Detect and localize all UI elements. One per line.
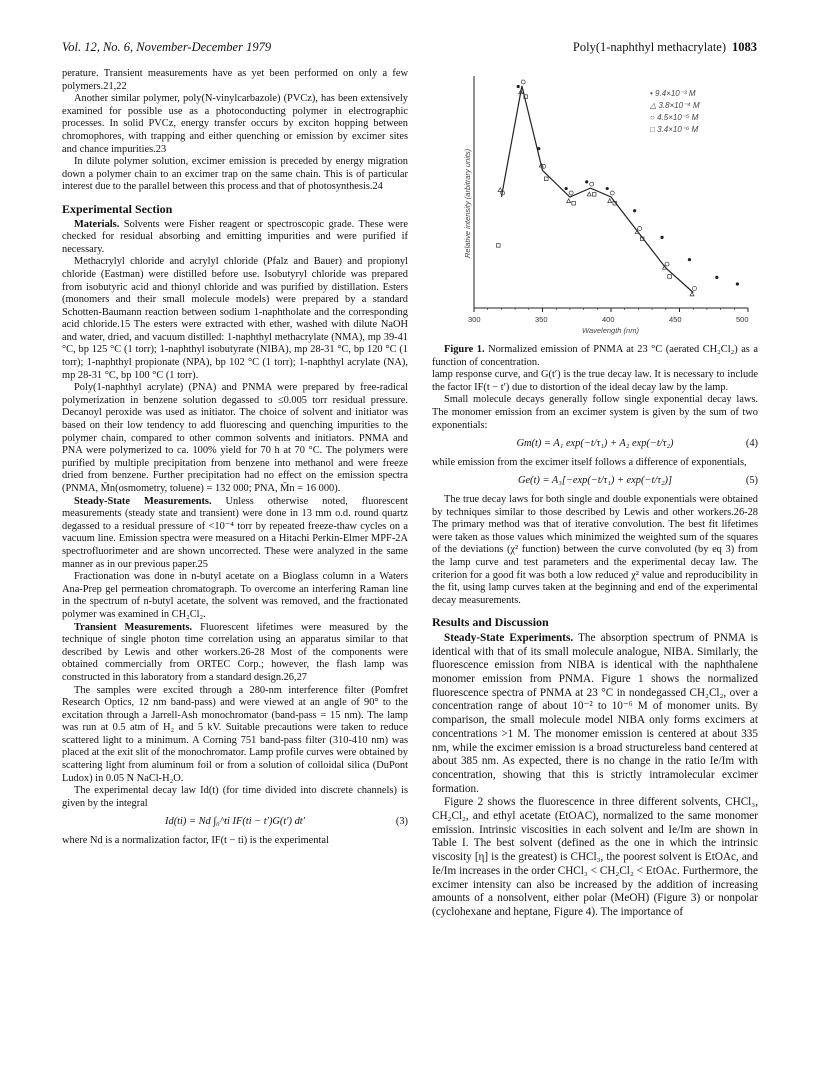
paragraph-materials (62, 219, 408, 257)
paragraph: Fractionation was done in n-butyl acetate on a Bioglass column in a Waters Ana-Prep gel permeation chromatograph. To overcome an interfering Raman line in the spectrum of n-butyl acetate, the solvent was removed, and the fractionated polymer was examined in CH₂Cl₂. (62, 571, 408, 620)
left-column (62, 68, 408, 848)
legend-marker: △ (650, 101, 657, 110)
equation-5 (432, 475, 758, 488)
x-tick-label: 450 (669, 315, 682, 324)
x-axis-label: Wavelength (nm) (582, 326, 639, 335)
x-tick-label: 400 (602, 315, 615, 324)
x-tick-label: 350 (535, 315, 548, 324)
equation-number: (4) (745, 438, 758, 450)
data-point (736, 282, 739, 285)
equation-4 (432, 438, 758, 451)
data-point (497, 244, 501, 248)
runin-heading: Steady-State Measurements. (74, 495, 212, 507)
legend-entry (650, 112, 700, 124)
data-point (565, 187, 568, 190)
paragraph-text: Unless otherwise noted, fluorescent measurements (steady state and transient) were done in 13 mm o.d. round quartz degassed to a residual pressure of <10⁻⁴ torr by repeated freeze-thaw cycles on a vacuum line. Emission spectra were measured on a Hitachi Perkin-Elmer MPF-2A spectrofluorimeter and are shown uncorrected. These were analyzed in the same manner as in our previous paper.25 (62, 495, 408, 570)
runin-heading: Steady-State Experiments. (444, 631, 574, 644)
paragraph: Another similar polymer, poly(N-vinylcarbazole) (PVCz), has been extensively examined for possible use as a photoconducting polymer in electrographic processes. In solid PVCz, energy transfer occurs by exciton hopping between chromophores, with trapping and either quenching or emission by excimer sites and chance impurities.23 (62, 93, 408, 155)
running-title-text: Poly(1-naphthyl methacrylate) (572, 40, 726, 54)
paragraph-steady-state-experiments (432, 632, 758, 796)
equation-text: Id(ti) = Nd ∫₀^ti IF(ti − t′)G(t′) dt′ (165, 816, 305, 828)
paragraph: perature. Transient measurements have as yet been performed on only a few polymers.21,22 (62, 68, 408, 92)
data-point (567, 199, 571, 203)
data-point (660, 236, 663, 239)
figure-caption (432, 344, 758, 369)
data-point (665, 262, 669, 266)
data-point (610, 191, 614, 195)
data-point (692, 286, 696, 290)
paragraph: The true decay laws for both single and double exponentials were obtained by techniques similar to those described by Lewis and other workers.26-28 The primary method was that of iterative convolution. The best fit lifetimes were taken as those values which minimized the weighted sum of the squares of the deviations (χ² function) between the curve convoluted (by eq 3) from the lamp curve and test parameters and the experimental decay law. The criterion for a good fit was both a low reduced χ² value and reproducibility in the fit, using lamp curves taken at the beginning and end of the experimental decay measurements. (432, 493, 758, 606)
paragraph: Figure 2 shows the fluorescence in three different solvents, CHCl₃, CH₂Cl₂, and ethyl acetate (EtOAC), normalized to the same monomer emission. Intrinsic viscosities in each solvent and Ie/Im are shown in Table I. The best solvent (defined as the one in which the intrinsic viscosity [η] is the greatest) is CHCl₃, the poorest solvent is EtOAc, and Ie/Im increases in the order CHCl₃ < CH₂Cl₂ < EtOAc. Furthermore, the excimer intensity can also be increased by the addition of increasing amounts of a nonsolvent, either polar (MeOH) (Figure 3) or nonpolar (cyclohexane and heptane, Figure 4). The importance of (432, 796, 758, 918)
paragraph-transient (62, 622, 408, 685)
data-point (606, 187, 609, 190)
data-point (537, 147, 540, 150)
legend (650, 88, 700, 136)
paragraph: The experimental decay law Id(t) (for time divided into discrete channels) is given by the integral (62, 785, 408, 809)
equation-number: (5) (745, 475, 758, 487)
y-axis-label: Relative intensity (arbitrary units) (463, 148, 472, 258)
section-heading-experimental: Experimental Section (62, 201, 173, 216)
paragraph-text: The absorption spectrum of PNMA is identical with that of its small molecule analogue, NIBA. Similarly, the fluorescence emission from NIBA is identical with the naphthalene monomer emission from PNMA. Figure 1 shows the normalized fluorescence spectra of PNMA at 23 °C in nondegassed CH₂Cl₂, over a concentration range of about 10⁻² to 10⁻⁶ M of monomer units. By comparison, the small molecule model NIBA only forms excimers at concentrations >1 M. The monomer emission is centered at about 335 nm, while the excimer emission is a broad structureless band centered at about 385 nm. As expected, there is no change in the ratio Ie/Im with concentration, showing that this is strictly intramolecular excimer formation. (432, 631, 758, 795)
paragraph: Poly(1-naphthyl acrylate) (PNA) and PNMA were prepared by free-radical polymerization in benzene solution degassed to ≤0.005 torr residual pressure. Decanoyl peroxide was used as initiator. The choice of solvent and initiator was based on their low tendency to add fluorescing and quenching impurities to the polymer chain, compared to other common solvents and initiators. PNMA and PNA were polymerized to ca. 100% yield for 70 h at 70 °C. The polymers were purified by multiple precipitation from benzene into methanol and were freeze dried from benzene. Further precipitation had no effect on the emission spectra (PNMA, M̄n(osmometry, toluene) = 132 000; PNA, M̄n = 16 000). (62, 382, 408, 494)
legend-label: 3.8×10⁻⁴ M (658, 101, 700, 110)
paragraph: Methacrylyl chloride and acrylyl chloride (Pfalz and Bauer) and propionyl chloride (Eastman) were distilled before use. Isobutyryl chloride was prepared from isobutyric acid and thionyl chloride and was purified by distillation. Esters (monomers and their small molecule models) were prepared by a standard Schotten-Baumann reaction between sodium 1-naphtholate and the corresponding acid chloride.15 The esters were extracted with ether, washed with dilute NaOH and water, dried, and vacuum distilled: 1-naphthyl methacrylate (NMA), mp 39-41 °C, bp 125 °C (1 torr); 1-naphthyl isobutyrate (NIBA), mp 28-31 °C, bp 120 °C (1 torr); 1-naphthyl propionate (NPA), bp 102 °C (1 torr); 1-naphthyl acrylate (NA), mp 28-31 °C, bp 100 °C (1 torr). (62, 256, 408, 381)
paragraph-text: Solvents were Fisher reagent or spectroscopic grade. These were checked for residual absorbing and emitting impurities and were purified if necessary. (62, 218, 408, 255)
legend-entry (650, 88, 700, 100)
data-point (608, 199, 612, 203)
runin-heading: Materials. (74, 218, 120, 230)
journal-header: Vol. 12, No. 6, November-December 1979 (62, 40, 272, 54)
x-tick-label: 500 (736, 315, 749, 324)
data-point (517, 85, 520, 88)
equation-3 (62, 816, 408, 829)
caption-text: Normalized emission of PNMA at 23 °C (aerated CH₂Cl₂) as a function of concentration. (432, 344, 758, 368)
paragraph: The samples were excited through a 280-nm interference filter (Pomfret Research Optics, 12 nm band-pass) and were viewed at an angle of 90° to the excitation through a Jarrell-Ash monochromator (band-pass = 15 nm). The lamp was run at 0.5 atm of H₂ and 5 kV. Suitable precautions were taken to reduce scattered light to a minimum. A Corning 751 band-pass filter (310-410 nm) was placed at the exit slit of the monochromator. Lamp profile curves were obtained by scattering light from aluminum foil or from a solution of colloidal silica (DuPont Ludox) in 0.05 N NaCl-H₂O. (62, 684, 408, 784)
legend-entry (650, 100, 700, 112)
equation-text: Gm(t) = A₁ exp(−t/τ₁) + A₂ exp(−t/τ₂) (516, 438, 674, 450)
data-point (715, 276, 718, 279)
data-point (688, 258, 691, 261)
legend-entry (650, 124, 700, 136)
paragraph-steady-state (62, 496, 408, 572)
data-point (572, 201, 576, 205)
legend-label: 9.4×10⁻³ M (655, 89, 696, 98)
equation-text: Ge(t) = A₃[−exp(−t/τ₁) + exp(−t/τ₂)] (517, 475, 673, 487)
figure-1 (432, 68, 758, 338)
paragraph: Small molecule decays generally follow single exponential decay laws. The monomer emission from an excimer system is given by the sum of two exponentials: (432, 394, 758, 431)
data-point (690, 292, 694, 296)
runin-heading: Transient Measurements. (74, 621, 193, 633)
caption-label: Figure 1. (444, 344, 485, 355)
data-point (521, 80, 525, 84)
legend-label: 4.5×10⁻⁵ M (657, 113, 699, 122)
data-point (542, 164, 546, 168)
data-point (592, 193, 596, 197)
data-point (668, 275, 672, 279)
results-body (432, 632, 758, 920)
data-point (544, 177, 548, 181)
data-point (633, 209, 636, 212)
x-tick-label: 300 (468, 315, 481, 324)
paragraph: while emission from the excimer itself follows a difference of exponentials, (432, 456, 747, 468)
right-column (432, 68, 758, 920)
legend-marker: ○ (650, 113, 655, 122)
legend-marker: □ (650, 125, 655, 134)
page-number: 1083 (732, 40, 757, 54)
paragraph: where Nd is a normalization factor, IF(t − ti) is the experimental (62, 835, 329, 847)
data-point (590, 182, 594, 186)
equation-number: (3) (395, 816, 408, 828)
paragraph-text: Fluorescent lifetimes were measured by the technique of single photon time correlation using an apparatus similar to that described by Lewis and other workers.26-28 Most of the components were obtained commercially from ORTEC Corp.; however, the flash lamp was constructed in this laboratory from a standard design.26,27 (62, 621, 408, 683)
legend-marker: • (650, 89, 653, 98)
running-title (573, 40, 757, 55)
paragraph: In dilute polymer solution, excimer emission is preceded by energy migration down a polymer chain to an excimer trap on the same chain. This is of particular interest due to the parallel between this process and that of photosynthesis.24 (62, 156, 408, 193)
data-point (585, 180, 588, 183)
legend-label: 3.4×10⁻⁶ M (657, 125, 699, 134)
data-point (587, 192, 591, 196)
data-point (569, 191, 573, 195)
paragraph: lamp response curve, and G(t′) is the true decay law. It is necessary to include the factor IF(t − t′) due to distortion of the ideal decay law by the lamp. (432, 369, 758, 393)
data-point (638, 227, 642, 231)
emission-chart (432, 68, 758, 338)
section-heading-results: Results and Discussion (432, 615, 549, 630)
